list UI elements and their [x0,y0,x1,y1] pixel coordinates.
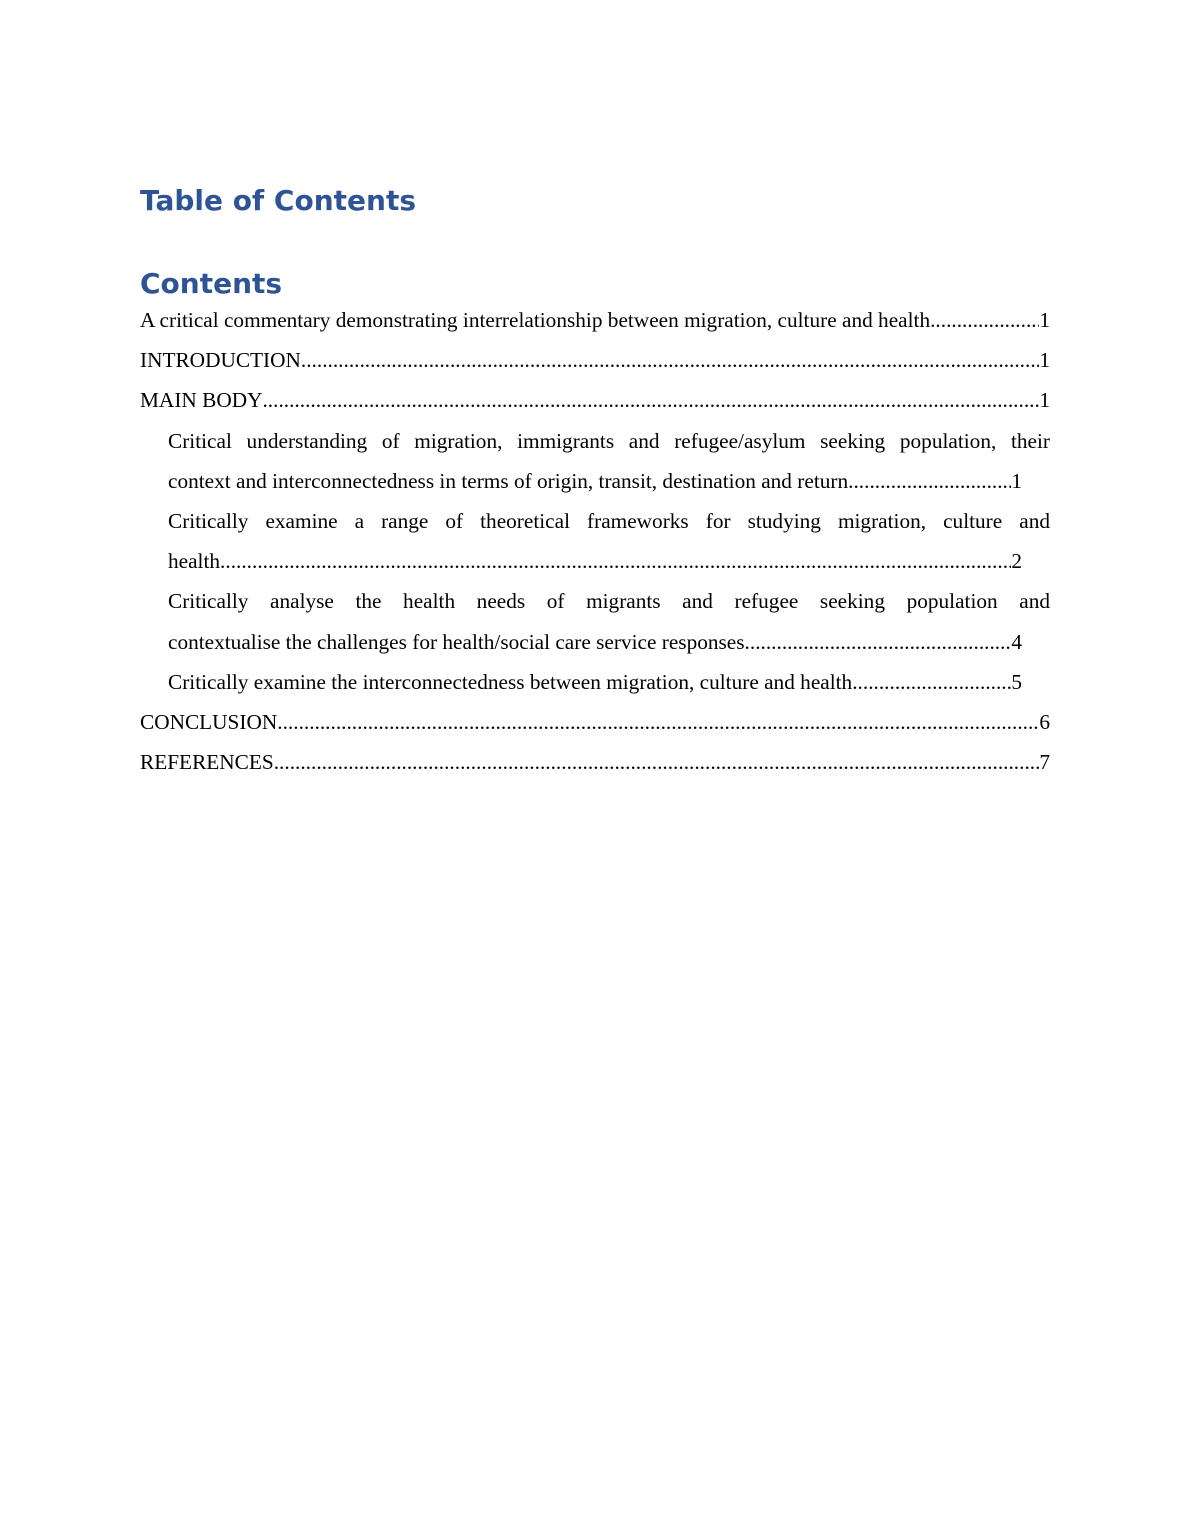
toc-entry-label: CONCLUSION [140,710,278,735]
toc-entry-introduction[interactable] [140,340,1050,380]
dot-leader [930,300,1039,340]
toc-entry-label: MAIN BODY [140,388,263,413]
toc-page-number: 1 [1039,308,1050,332]
dot-leader [274,742,1040,782]
toc-entry-interconnectedness[interactable] [168,662,1050,702]
toc-entry-label-line1: Critical understanding of migration, immigrants and refugee/asylum seeking population, their [168,428,1050,453]
toc-entry-label: Critically examine the interconnectedness between migration, culture and health [168,669,853,694]
toc-entry-main-body[interactable] [140,380,1050,420]
dot-leader [852,662,1011,702]
toc-entry-migration-understanding[interactable] [168,421,1050,501]
toc-entry-label: A critical commentary demonstrating interrelationship between migration, culture and health [140,308,931,332]
dot-leader [848,461,1011,501]
toc-entry-label-line1: Critically analyse the health needs of migrants and refugee seeking population and [168,589,1050,614]
toc-entry-label-line2: health [168,549,221,574]
toc-page-number: 1 [1039,348,1050,373]
toc-page-number: 5 [1011,669,1022,694]
toc-page-number: 7 [1039,750,1050,775]
table-of-contents [140,300,1050,782]
page-title: Table of Contents [140,184,417,217]
toc-entry-references[interactable] [140,742,1050,782]
toc-entry-label: INTRODUCTION [140,348,301,373]
toc-page-number: 2 [1011,549,1022,574]
dot-leader [262,380,1039,420]
toc-entry-label: REFERENCES [140,750,274,775]
toc-entry-theoretical-frameworks[interactable] [168,501,1050,581]
toc-entry-label-line2: context and interconnectedness in terms of origin, transit, destination and return [168,468,849,493]
toc-entry-health-needs[interactable] [168,581,1050,661]
dot-leader [745,622,1012,662]
dot-leader [220,541,1011,581]
toc-entry-label-line2: contextualise the challenges for health/social care service responses [168,629,745,654]
contents-heading: Contents [140,267,283,300]
toc-page-number: 1 [1011,468,1022,493]
dot-leader [301,340,1039,380]
toc-page-number: 6 [1039,710,1050,735]
toc-entry-critical-commentary[interactable] [140,300,1050,340]
toc-page-number: 1 [1039,388,1050,413]
toc-entry-label-line1: Critically examine a range of theoretical frameworks for studying migration, culture and [168,509,1050,534]
dot-leader [277,702,1039,742]
toc-page-number: 4 [1011,629,1022,654]
toc-entry-conclusion[interactable] [140,702,1050,742]
